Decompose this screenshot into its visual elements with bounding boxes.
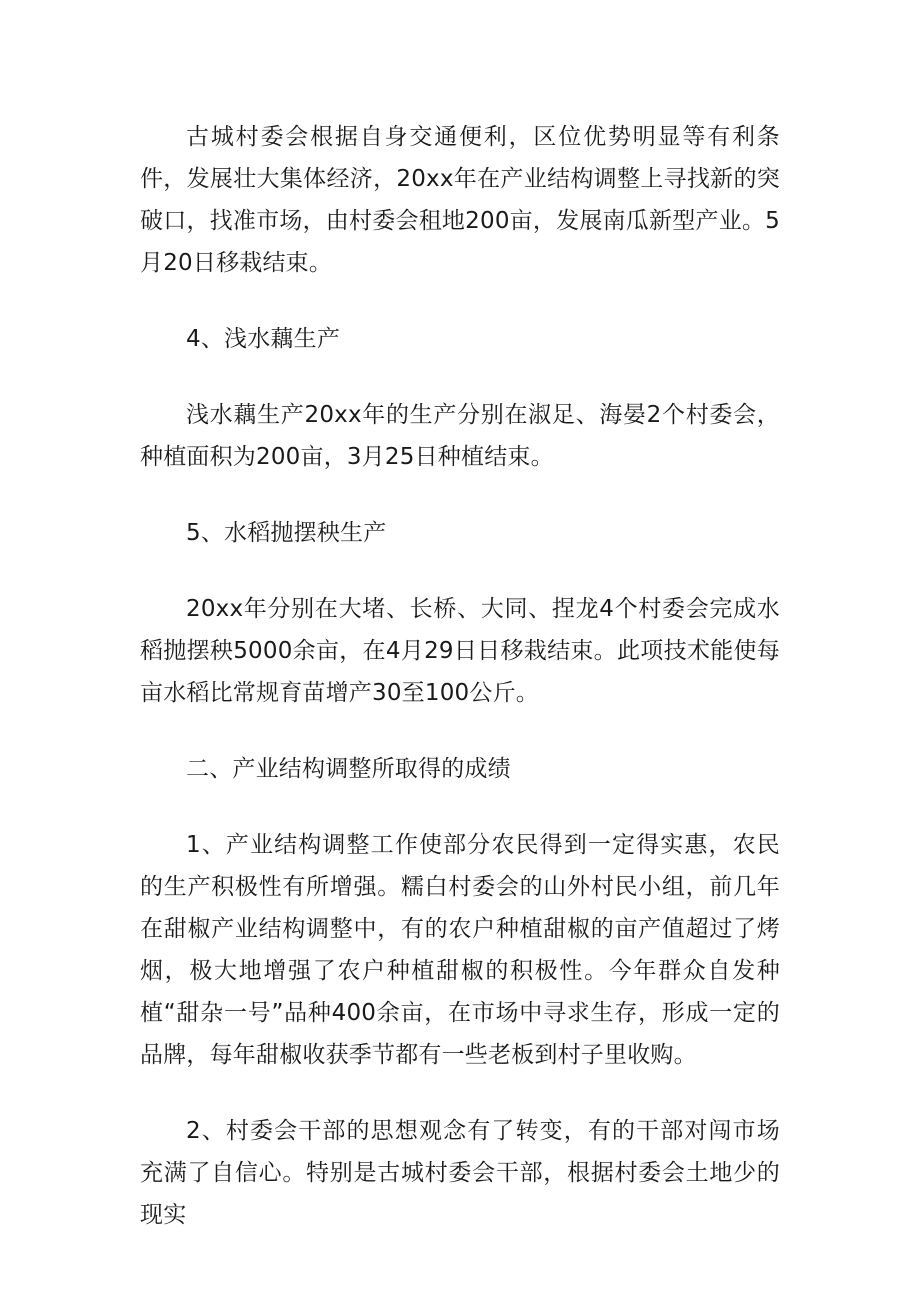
heading-rice-seedling-throwing: 5、水稻抛摆秧生产 [186,520,387,546]
document-body [140,116,780,1270]
paragraph-rice-seedling-throwing: 20xx年分别在大堵、长桥、大同、捏龙4个村委会完成水稻抛摆秧5000余亩，在4月29日日移栽结束。此项技术能使每亩水稻比常规育苗增产30至100公斤。 [140,596,780,706]
heading-achievements: 二、产业结构调整所取得的成绩 [186,756,511,782]
heading-shallow-lotus-root: 4、浅水藕生产 [186,326,341,352]
paragraph-achievement-2: 2、村委会干部的思想观念有了转变，有的干部对闯市场充满了自信心。特别是古城村委会干部，根据村委会土地少的现实 [140,1118,780,1228]
paragraph-gucheng-pumpkin: 古城村委会根据自身交通便利，区位优势明显等有利条件，发展壮大集体经济，20xx年在产业结构调整上寻找新的突破口，找准市场，由村委会租地200亩，发展南瓜新型产业。5月20日移栽结束。 [140,124,780,276]
paragraph-achievement-1: 1、产业结构调整工作使部分农民得到一定得实惠，农民的生产积极性有所增强。糯白村委会的山外村民小组，前几年在甜椒产业结构调整中，有的农户种植甜椒的亩产值超过了烤烟，极大地增强了农户种植甜椒的积极性。今年群众自发种植“甜杂一号”品种400余亩，在市场中寻求生存，形成一定的品牌，每年甜椒收获季节都有一些老板到村子里收购。 [140,832,780,1068]
paragraph-shallow-lotus-root: 浅水藕生产20xx年的生产分别在淑足、海晏2个村委会，种植面积为200亩，3月25日种植结束。 [140,402,780,470]
